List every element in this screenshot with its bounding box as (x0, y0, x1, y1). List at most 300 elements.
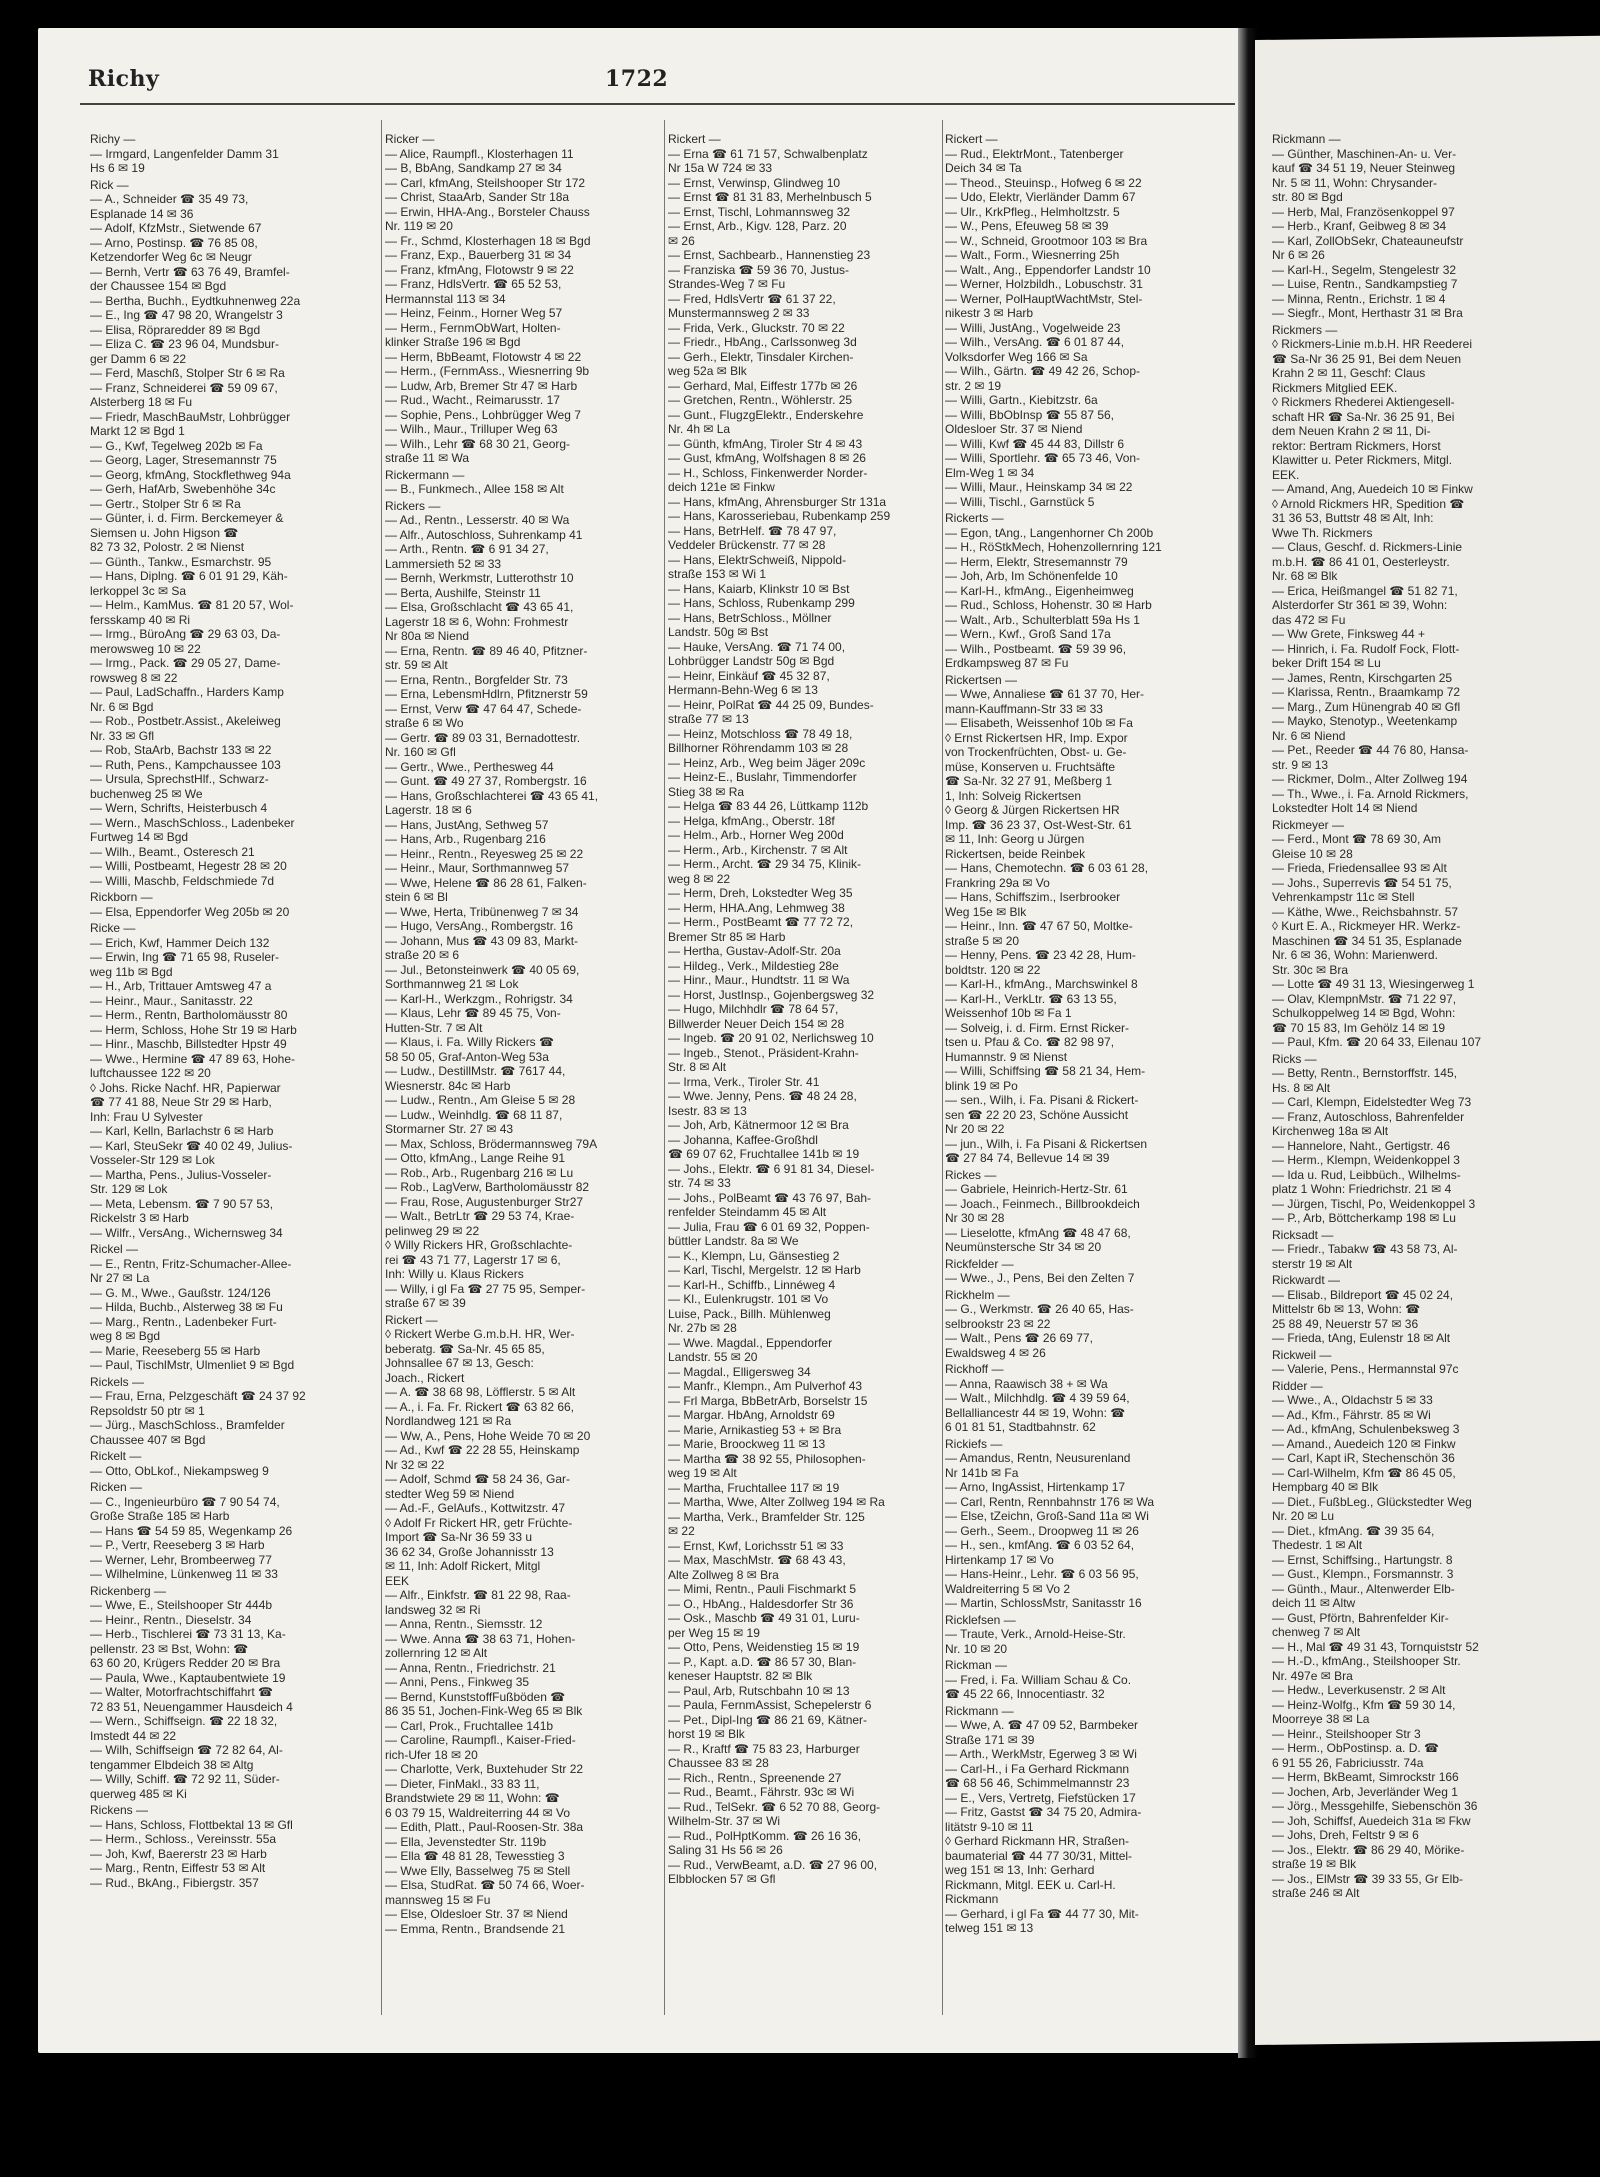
directory-entry: — Ernst, Tischl, Lohmannsweg 32 (668, 204, 851, 219)
directory-entry: ◊ Rickmers-Linie m.b.H. HR Reederei (1272, 337, 1472, 351)
directory-entry: — Walt., Arb., Schulterblatt 59a Hs 1 (945, 612, 1140, 627)
surname-heading: Rickert — (385, 1312, 438, 1327)
directory-entry: — Paula, FernmAssist, Schepelerstr 6 (668, 1698, 872, 1712)
directory-entry: — Johs, Dreh, Feltstr 9 ✉ 6 (1272, 1828, 1419, 1842)
directory-entry: — Herm., Rentn, Bartholomäusstr 80 (90, 1008, 288, 1022)
directory-entry: — Hans, Großschlachterei ☎ 43 65 41, (385, 788, 599, 803)
surname-heading: Rickert — (945, 132, 998, 146)
directory-entry: — H., Mal ☎ 49 31 43, Tornquiststr 52 (1272, 1639, 1479, 1654)
directory-entry: — Rich., Rentn., Spreenende 27 (668, 1770, 842, 1785)
directory-entry: ✉ 11, Inh: Adolf Rickert, Mitgl (385, 1559, 541, 1573)
directory-entry: — Frau, Rose, Augustenburger Str27 (385, 1194, 584, 1209)
directory-entry: — A. ☎ 38 68 98, Löfflerstr. 5 ✉ Alt (385, 1385, 576, 1399)
directory-entry: — Walt., Ang., Eppendorfer Landstr 10 (945, 262, 1151, 277)
surname-heading: Richy — (90, 132, 136, 146)
directory-entry: — Jos., Elektr. ☎ 86 29 40, Mörike- (1272, 1842, 1465, 1857)
directory-entry: — Arth., Rentn. ☎ 6 91 34 27, (385, 542, 549, 556)
directory-entry: Hs. 8 ✉ Alt (1272, 1080, 1331, 1095)
directory-entry: — Emma, Rentn., Brandsende 21 (385, 1921, 566, 1936)
directory-entry: — Arno, IngAssist, Hirtenkamp 17 (945, 1480, 1126, 1494)
directory-entry: fersskamp 40 ✉ Ri (90, 612, 191, 627)
surname-heading: Rickers — (385, 498, 441, 513)
directory-entry: Esplanade 14 ✉ 36 (90, 206, 194, 221)
directory-entry: — G., Kwf, Tegelweg 202b ✉ Fa (90, 438, 263, 453)
directory-entry: — Ingeb., Stenot., Präsident-Krahn- (668, 1045, 859, 1060)
directory-entry: Nr. 68 ✉ Blk (1272, 569, 1338, 583)
directory-entry: — Karl-H., VerkLtr. ☎ 63 13 55, (945, 991, 1117, 1006)
directory-entry: — Helm., KamMus. ☎ 81 20 57, Wol- (90, 598, 294, 612)
directory-entry: baumaterial ☎ 44 77 30/31, Mittel- (945, 1848, 1133, 1863)
directory-entry: — Hauke, VersAng. ☎ 71 74 00, (668, 639, 846, 654)
directory-entry: — Wwe. Magdal., Eppendorfer (668, 1335, 833, 1350)
directory-entry: — Hans, BetrSchloss., Möllner (668, 610, 832, 625)
directory-entry: 25 88 49, Neuerstr 57 ✉ 36 (1272, 1316, 1419, 1331)
directory-entry: EEK. (1272, 467, 1300, 482)
directory-entry: — Hans, Arb., Rugenbarg 216 (385, 832, 546, 846)
directory-entry: — Friedr., Tabakw ☎ 43 58 73, Al- (1272, 1242, 1458, 1256)
directory-entry: — Wwe, Herta, Tribünenweg 7 ✉ 34 (385, 904, 579, 919)
directory-entry: — Karl, Tischl, Mergelstr. 12 ✉ Harb (668, 1263, 861, 1277)
directory-entry: — Herm, Schloss, Hohe Str 19 ✉ Harb (90, 1022, 297, 1037)
directory-entry: Gleise 10 ✉ 28 (1272, 846, 1353, 861)
directory-entry: ☎ Sa-Nr. 32 27 91, Meßberg 1 (945, 774, 1113, 788)
directory-entry: — Wern, Schrifts, Heisterbusch 4 (90, 801, 268, 815)
surname-heading: Ricke — (90, 921, 136, 935)
directory-entry: Nr. 6 ✉ 36, Wohn: Marienwerd. (1272, 948, 1438, 962)
directory-entry: — Jochen, Arb, Jeverländer Weg 1 (1272, 1784, 1458, 1799)
directory-entry: Chaussee 407 ✉ Bgd (90, 1432, 206, 1447)
surname-heading: Rickman — (945, 1658, 1008, 1672)
directory-entry: Nr. 160 ✉ Gfl (385, 745, 456, 759)
directory-entry: Waldreiterring 5 ✉ Vo 2 (945, 1581, 1070, 1596)
directory-entry: stein 6 ✉ Bl (385, 890, 448, 904)
directory-entry: Frankring 29a ✉ Vo (945, 875, 1050, 890)
directory-entry: — Gabriele, Heinrich-Hertz-Str. 61 (945, 1182, 1128, 1196)
directory-entry: Strandes-Weg 7 ✉ Fu (668, 277, 786, 291)
directory-entry: weg 8 ✉ Bgd (90, 1329, 161, 1343)
directory-entry: — Carl-Wilhelm, Kfm ☎ 86 45 05, (1272, 1465, 1456, 1480)
directory-entry: — Joh, Kwf, Baererstr 23 ✉ Harb (90, 1846, 267, 1861)
directory-entry: — Udo, Elektr, Vierländer Damm 67 (945, 190, 1136, 204)
directory-entry: — Anni, Pens., Finkweg 35 (385, 1675, 530, 1689)
directory-entry: — Herb, Mal, Französenkoppel 97 (1272, 204, 1455, 219)
directory-entry: — Ww, A., Pens, Hohe Weide 70 ✉ 20 (385, 1428, 591, 1443)
directory-entry: — Elsa, Eppendorfer Weg 205b ✉ 20 (90, 904, 290, 919)
directory-entry: — Edith, Platt., Paul-Roosen-Str. 38a (385, 1820, 584, 1834)
directory-entry: — Hinrich, i. Fa. Rudolf Fock, Flott- (1272, 641, 1460, 656)
directory-entry: von Trockenfrüchten, Obst- u. Ge- (945, 745, 1127, 759)
directory-entry: — Ludw., Rentn., Am Gleise 5 ✉ 28 (385, 1093, 576, 1107)
directory-entry: — Ernst, Kwf, Lorichsstr 51 ✉ 33 (668, 1538, 844, 1553)
directory-entry: — Bernh, Vertr ☎ 63 76 49, Bramfel- (90, 264, 290, 279)
directory-column-5 (1272, 130, 1592, 2020)
directory-entry: beker Drift 154 ✉ Lu (1272, 656, 1381, 670)
directory-entry: Alsterberg 18 ✉ Fu (90, 395, 193, 409)
directory-entry: weg 52a ✉ Blk (668, 364, 747, 378)
directory-entry: — Erwin, HHA-Ang., Borsteler Chauss (385, 204, 590, 219)
directory-entry: Siemsen u. John Higson ☎ (90, 525, 239, 540)
directory-entry: Hirtenkamp 17 ✉ Vo (945, 1552, 1054, 1567)
directory-entry: — Ulr., KrkPfleg., Helmholtzstr. 5 (945, 204, 1120, 219)
directory-entry: — P., Kapt. a.D. ☎ 86 57 30, Blan- (668, 1654, 857, 1669)
directory-entry: — Günth., Tankw., Esmarchstr. 95 (90, 554, 272, 569)
surname-heading: Rickermann — (385, 467, 465, 482)
directory-entry: ✉ 11, Inh: Georg u Jürgen (945, 832, 1085, 846)
directory-entry: mannsweg 15 ✉ Fu (385, 1892, 491, 1907)
directory-entry: — Berta, Aushilfe, Steinstr 11 (385, 585, 541, 600)
directory-entry: — Herm., Arb., Kirchenstr. 7 ✉ Alt (668, 842, 848, 857)
directory-entry: — Eliza C. ☎ 23 96 04, Mundsbur- (90, 337, 280, 351)
directory-entry: — Ad.-F., GelAufs., Kottwitzstr. 47 (385, 1501, 566, 1515)
directory-entry: straße 77 ✉ 13 (668, 712, 749, 726)
directory-entry: Str. 129 ✉ Lok (90, 1182, 168, 1196)
directory-entry: boldtstr. 120 ✉ 22 (945, 962, 1041, 977)
directory-entry: — Alice, Raumpfl., Klosterhagen 11 (385, 146, 574, 161)
directory-entry: — Günth., Maur., Altenwerder Elb- (1272, 1581, 1455, 1596)
directory-entry: — Carl-H., i Fa Gerhard Rickmann (945, 1761, 1130, 1776)
directory-entry: Wiesnerstr. 84c ✉ Harb (385, 1078, 511, 1093)
directory-entry: — Wwe. Anna ☎ 38 63 71, Hohen- (385, 1631, 576, 1646)
directory-entry: — Willi, JustAng., Vogelweide 23 (945, 320, 1121, 335)
directory-entry: Große Straße 185 ✉ Harb (90, 1509, 230, 1523)
directory-entry: — Luise, Rentn., Sandkampstieg 7 (1272, 277, 1458, 291)
directory-entry: — Helga, kfmAng., Oberstr. 18f (668, 813, 835, 828)
directory-entry: Hutten-Str. 7 ✉ Alt (385, 1020, 483, 1035)
directory-entry: — Fred, i. Fa. William Schau & Co. (945, 1672, 1132, 1687)
directory-entry: Johnsallee 67 ✉ 13, Gesch: (385, 1356, 534, 1370)
directory-entry: — Erna, Rentn., Borgfelder Str. 73 (385, 672, 568, 687)
directory-entry: ☎ 45 22 66, Innocentiastr. 32 (945, 1687, 1105, 1701)
directory-entry: ◊ Rickert Werbe G.m.b.H. HR, Wer- (385, 1327, 575, 1341)
directory-entry: — Anna, Raawisch 38 + ✉ Wa (945, 1376, 1108, 1391)
directory-entry: Imstedt 44 ✉ 22 (90, 1728, 177, 1743)
directory-entry: — E., Vers, Vertretg, Fiefstücken 17 (945, 1790, 1136, 1805)
directory-entry: — Arth., WerkMstr, Egerweg 3 ✉ Wi (945, 1747, 1137, 1761)
directory-entry: Lagerstr 18 ✉ 6, Wohn: Frohmestr (385, 614, 569, 629)
directory-entry: — Wilh., VersAng. ☎ 6 01 87 44, (945, 335, 1125, 349)
directory-entry: — Pet., Reeder ☎ 44 76 80, Hansa- (1272, 743, 1469, 757)
directory-entry: — Johanna, Kaffee-Großhdl (668, 1132, 818, 1147)
surname-heading: Rickenberg — (90, 1583, 167, 1598)
directory-entry: — Elisabeth, Weissenhof 10b ✉ Fa (945, 716, 1133, 730)
directory-entry: str. 9 ✉ 13 (1272, 757, 1329, 772)
directory-entry: nikestr 3 ✉ Harb (945, 306, 1034, 320)
directory-entry: — Karl-H., kfmAng., Eigenheimweg (945, 583, 1134, 598)
directory-entry: str. 2 ✉ 19 (945, 378, 1002, 393)
page-number: 1722 (605, 66, 669, 92)
directory-entry: — B, BbAng, Sandkamp 27 ✉ 34 (385, 161, 562, 175)
directory-entry: — Ernst, Verwinsp, Glindweg 10 (668, 175, 841, 190)
directory-entry: — Christ, StaaArb, Sander Str 18a (385, 190, 570, 204)
directory-entry: tengammer Elbdeich 38 ✉ Altg (90, 1757, 254, 1772)
directory-entry: — Paula, Wwe., Kaptaubentwiete 19 (90, 1670, 286, 1685)
directory-entry: — Karl-H., kfmAng., Marchswinkel 8 (945, 977, 1138, 991)
directory-entry: — Heinr., Inn. ☎ 47 67 50, Moltke- (945, 919, 1133, 933)
directory-entry: Nr. 5 ✉ 11, Wohn: Chrysander- (1272, 175, 1438, 190)
directory-entry: blink 19 ✉ Po (945, 1078, 1018, 1093)
directory-entry: — Meta, Lebensm. ☎ 7 90 57 53, (90, 1196, 274, 1211)
directory-entry: Nr. 497e ✉ Bra (1272, 1668, 1353, 1683)
surname-heading: Ricker — (385, 132, 435, 146)
surname-heading: Ricks — (1272, 1051, 1317, 1066)
directory-entry: — B., Funkmech., Allee 158 ✉ Alt (385, 482, 564, 496)
directory-entry: Vehrenkampstr 11c ✉ Stell (1272, 890, 1415, 904)
directory-entry: — Gerh, HafArb, Swebenhöhe 34c (90, 482, 276, 496)
directory-entry: — Ludw., DestillMstr. ☎ 7617 44, (385, 1064, 566, 1078)
directory-entry: — Werner, PolHauptWachtMstr, Stel- (945, 291, 1143, 306)
directory-entry: — Johs., PolBeamt ☎ 43 76 97, Bah- (668, 1190, 872, 1205)
directory-entry: Oldesloer Str. 37 ✉ Niend (945, 422, 1083, 436)
directory-entry: — Charlotte, Verk, Buxtehuder Str 22 (385, 1762, 584, 1776)
directory-entry: — Heinr., Rentn., Dieselstr. 34 (90, 1612, 252, 1627)
directory-entry: — Rickmer, Dolm., Alter Zollweg 194 (1272, 772, 1468, 786)
directory-entry: Bellalliancestr 44 ✉ 19, Wohn: ☎ (945, 1405, 1126, 1420)
directory-entry: Str. 30c ✉ Bra (1272, 962, 1349, 977)
directory-entry: — Rud., BkAng., Fibiergstr. 357 (90, 1875, 259, 1890)
directory-entry: — Karl, Kelln, Barlachstr 6 ✉ Harb (90, 1124, 274, 1138)
directory-entry: Str. 8 ✉ Alt (668, 1060, 727, 1074)
directory-entry: — Solveig, i. d. Firm. Ernst Ricker- (945, 1020, 1130, 1035)
directory-entry: — Joh, Schiffsf, Auedeich 31a ✉ Fkw (1272, 1813, 1471, 1828)
directory-entry: — Gust., Klempn., Forsmannstr. 3 (1272, 1567, 1454, 1581)
directory-column-4 (945, 130, 1235, 2020)
surname-heading: Rickmann — (945, 1703, 1014, 1718)
directory-entry: — Johann, Mus ☎ 43 09 83, Markt- (385, 933, 579, 948)
directory-entry: — W., Schneid, Grootmoor 103 ✉ Bra (945, 233, 1148, 248)
directory-entry: — Gerh., Seem., Droopweg 11 ✉ 26 (945, 1523, 1139, 1538)
directory-entry: ◊ Gerhard Rickmann HR, Straßen- (945, 1834, 1129, 1848)
directory-entry: Import ☎ Sa-Nr 36 59 33 u (385, 1530, 533, 1544)
directory-entry: — A., i. Fa. Fr. Rickert ☎ 63 82 66, (385, 1399, 575, 1414)
directory-entry: — H., sen., kmfAng. ☎ 6 03 52 64, (945, 1538, 1135, 1552)
directory-entry: der Chaussee 154 ✉ Bgd (90, 279, 227, 293)
directory-entry: — Arno, Postinsp. ☎ 76 85 08, (90, 235, 258, 250)
directory-entry: — R., Kraftf ☎ 75 83 23, Harburger (668, 1741, 860, 1756)
directory-entry: — Ernst, Schiffsing., Hartungstr. 8 (1272, 1552, 1453, 1567)
directory-entry: — Lotte ☎ 49 31 13, Wiesingerweg 1 (1272, 977, 1475, 991)
directory-entry: — Hertha, Gustav-Adolf-Str. 20a (668, 944, 841, 958)
directory-entry: — Mimi, Rentn., Pauli Fischmarkt 5 (668, 1582, 857, 1596)
directory-entry: — Elisa, Röpraredder 89 ✉ Bgd (90, 322, 261, 337)
directory-entry: — Gerhard, Mal, Eiffestr 177b ✉ 26 (668, 378, 858, 393)
directory-entry: — H., RöStkMech, Hohenzollernring 121 (945, 540, 1162, 554)
directory-entry: Rickertsen, beide Reinbek (945, 846, 1086, 861)
directory-entry: — Franz, Autoschloss, Bahrenfelder (1272, 1109, 1465, 1124)
directory-entry: — Willi, Kwf ☎ 45 44 83, Dillstr 6 (945, 436, 1124, 451)
directory-entry: — Hans-Heinr., Lehr. ☎ 6 03 56 95, (945, 1567, 1139, 1581)
directory-entry: Thedestr. 1 ✉ Alt (1272, 1538, 1363, 1552)
directory-entry: sterstr 19 ✉ Alt (1272, 1256, 1353, 1271)
directory-entry: klinker Straße 196 ✉ Bgd (385, 335, 521, 349)
directory-entry: — Martha ☎ 38 92 55, Philosophen- (668, 1451, 866, 1466)
directory-entry: — Franz, HdlsVertr. ☎ 65 52 53, (385, 277, 562, 291)
directory-entry: Veddeler Brückenstr. 77 ✉ 28 (668, 538, 826, 552)
directory-entry: — Jos., ElMstr ☎ 39 33 55, Gr Elb- (1272, 1871, 1464, 1886)
directory-entry: — G. M., Wwe., Gaußstr. 124/126 (90, 1285, 271, 1300)
directory-entry: — Hans, JustAng, Sethweg 57 (385, 817, 549, 832)
directory-entry: 36 62 34, Große Johannisstr 13 (385, 1544, 554, 1559)
directory-entry: — Karl-H., Segelm, Stengelestr 32 (1272, 262, 1457, 277)
directory-entry: mann-Kauffmann-Str 33 ✉ 33 (945, 701, 1103, 716)
directory-entry: — Ad., Kfm., Fährstr. 85 ✉ Wi (1272, 1407, 1431, 1422)
directory-entry: — Hedw., Leverkusenstr. 2 ✉ Alt (1272, 1683, 1446, 1697)
directory-entry: horst 19 ✉ Blk (668, 1727, 745, 1741)
directory-entry: — Ida u. Rud, Leibbüch., Wilhelms- (1272, 1167, 1461, 1182)
directory-entry: — Herm, Dreh, Lokstedter Weg 35 (668, 886, 853, 900)
directory-entry: — Herm., FernmObWart, Holten- (385, 320, 561, 335)
directory-entry: Joach., Rickert (385, 1370, 465, 1385)
directory-entry: — Hugo, Milchhdlr ☎ 78 64 57, (668, 1002, 839, 1016)
directory-entry: büttler Landstr. 8a ✉ We (668, 1234, 799, 1248)
directory-entry: luftchaussee 122 ✉ 20 (90, 1066, 211, 1080)
directory-entry: — Heinr., Maur., Sanitasstr. 22 (90, 993, 253, 1008)
directory-entry: 86 35 51, Jochen-Fink-Weg 65 ✉ Blk (385, 1704, 583, 1718)
directory-entry: straße 20 ✉ 6 (385, 948, 460, 962)
directory-entry: — Rud., Schloss, Hohenstr. 30 ✉ Harb (945, 598, 1152, 612)
directory-entry: Ketzendorfer Weg 6c ✉ Neugr (90, 250, 252, 264)
directory-entry: ◊ Willy Rickers HR, Großschlachte- (385, 1238, 573, 1252)
directory-entry: dem Neuen Krahn 2 ✉ 11, Di- (1272, 424, 1431, 438)
directory-entry: Billwerder Neuer Deich 154 ✉ 28 (668, 1016, 845, 1031)
directory-entry: — Manfr., Klempn., Am Pulverhof 43 (668, 1379, 863, 1393)
directory-entry: — W., Pens, Efeuweg 58 ✉ 39 (945, 219, 1109, 233)
directory-entry: Nr 80a ✉ Niend (385, 629, 470, 643)
directory-entry: — Jul., Betonsteinwerk ☎ 40 05 69, (385, 962, 580, 977)
directory-entry: — Siegfr., Mont, Herthastr 31 ✉ Bra (1272, 306, 1463, 320)
directory-entry: pelinweg 29 ✉ 22 (385, 1223, 480, 1238)
directory-entry: rich-Ufer 18 ✉ 20 (385, 1747, 478, 1762)
directory-entry: — Rud., PolHptKomm. ☎ 26 16 36, (668, 1828, 862, 1843)
directory-entry: stedter Weg 59 ✉ Niend (385, 1486, 515, 1501)
directory-entry: — Klaus, Lehr ☎ 89 45 75, Von- (385, 1006, 561, 1020)
directory-entry: Nr. 6 ✉ Niend (1272, 728, 1346, 743)
directory-entry: rowsweg 8 ✉ 22 (90, 670, 178, 685)
directory-entry: — Margar. HbAng, Arnoldstr 69 (668, 1408, 835, 1422)
directory-entry: Nr 141b ✉ Fa (945, 1465, 1019, 1480)
directory-entry: — Bernh, Werkmstr, Lutterothstr 10 (385, 571, 574, 585)
directory-entry: str. 80 ✉ Bgd (1272, 190, 1343, 204)
directory-entry: Nr. 4h ✉ La (668, 422, 731, 436)
directory-entry: straße 5 ✉ 20 (945, 933, 1020, 948)
directory-entry: — Ursula, SprechstHlf., Schwarz- (90, 772, 269, 786)
directory-entry: m.b.H. ☎ 86 41 01, Oesterleystr. (1272, 554, 1450, 569)
directory-entry: Moorreye 38 ✉ La (1272, 1712, 1370, 1726)
directory-entry: weg 8 ✉ 22 (668, 871, 731, 886)
directory-entry: 82 73 32, Polostr. 2 ✉ Nienst (90, 540, 245, 554)
directory-entry: — Rud., VerwBeamt, a.D. ☎ 27 96 00, (668, 1857, 878, 1872)
directory-entry: Straße 171 ✉ 39 (945, 1732, 1035, 1747)
directory-entry: 6 91 55 26, Fabriciusstr. 74a (1272, 1755, 1424, 1770)
directory-entry: Stormarner Str. 27 ✉ 43 (385, 1122, 514, 1136)
directory-entry: — Wilh., Postbeamt. ☎ 59 39 96, (945, 641, 1127, 656)
column-rule (942, 120, 943, 2015)
directory-entry: straße 67 ✉ 39 (385, 1296, 466, 1310)
directory-entry: Klawitter u. Peter Rickmers, Mitgl. (1272, 453, 1453, 467)
directory-entry: — Jörg., Messgehilfe, Siebenschön 36 (1272, 1799, 1478, 1813)
surname-heading: Rickmeyer — (1272, 817, 1345, 832)
directory-entry: platz 1 Wohn: Friedrichstr. 21 ✉ 4 (1272, 1182, 1452, 1196)
directory-entry: — jun., Wilh, i. Fa Pisani & Rickertsen (945, 1136, 1148, 1151)
surname-heading: Rickborn — (90, 890, 153, 904)
directory-entry: Hempbarg 40 ✉ Blk (1272, 1480, 1379, 1494)
directory-entry: — Willi, Postbeamt, Hegestr 28 ✉ 20 (90, 859, 287, 873)
directory-entry: — H., Schloss, Finkenwerder Norder- (668, 465, 868, 480)
directory-entry: Inh: Frau U Sylvester (90, 1109, 203, 1124)
directory-entry: — E., Ing ☎ 47 98 20, Wrangelstr 3 (90, 308, 283, 322)
directory-column-1 (90, 130, 375, 2020)
directory-entry: — Wilh., Lehr ☎ 68 30 21, Georg- (385, 436, 571, 451)
directory-entry: — Klaus, i. Fa. Willy Rickers ☎ (385, 1035, 554, 1049)
directory-entry: — Rud., Wacht., Reimarusstr. 17 (385, 393, 560, 407)
surname-heading: Rickel — (90, 1242, 139, 1256)
directory-entry: — G., Werkmstr. ☎ 26 40 65, Has- (945, 1302, 1134, 1316)
directory-entry: — Willi, BbObInsp ☎ 55 87 56, (945, 407, 1115, 422)
directory-entry: — Wern., Kwf., Groß Sand 17a (945, 627, 1111, 641)
directory-entry: — Martha, Verk., Bramfelder Str. 125 (668, 1509, 865, 1524)
directory-entry: — Franz, Schneiderei ☎ 59 09 67, (90, 380, 278, 395)
directory-column-3 (668, 130, 940, 2020)
directory-entry: — Elisab., Bildreport ☎ 45 02 24, (1272, 1287, 1454, 1302)
directory-entry: — Johs., Superrevis ☎ 54 51 75, (1272, 875, 1452, 890)
directory-entry: landsweg 32 ✉ Ri (385, 1602, 481, 1617)
directory-entry: — Wilh., Beamt., Osteresch 21 (90, 844, 255, 859)
directory-entry: — Willi, Tischl., Garnstück 5 (945, 494, 1095, 509)
directory-entry: — Wern., Schiffseign. ☎ 22 18 32, (90, 1714, 278, 1728)
directory-entry: — Amand, Ang, Auedeich 10 ✉ Finkw (1272, 482, 1473, 496)
directory-entry: Lammersieth 52 ✉ 33 (385, 556, 502, 571)
directory-entry: Elm-Weg 1 ✉ 34 (945, 465, 1035, 480)
directory-entry: Schulkoppelweg 14 ✉ Bgd, Wohn: (1272, 1006, 1456, 1020)
directory-entry: — Marie, Arnikastieg 53 + ✉ Bra (668, 1422, 842, 1437)
directory-entry: Landstr. 50g ✉ Bst (668, 625, 769, 639)
directory-entry: Wwe Th. Rickmers (1272, 525, 1373, 540)
directory-entry: Hermannstal 113 ✉ 34 (385, 291, 506, 306)
directory-entry: 58 50 05, Graf-Anton-Weg 53a (385, 1049, 549, 1064)
directory-entry: — Amand., Auedeich 120 ✉ Finkw (1272, 1436, 1456, 1451)
directory-entry: — Fr., Schmd, Klosterhagen 18 ✉ Bgd (385, 233, 591, 248)
directory-entry: — Gertr., Wwe., Perthesweg 44 (385, 759, 554, 774)
directory-entry: — Bernd, KunststoffFußböden ☎ (385, 1689, 566, 1704)
directory-entry: — Willi, Sportlehr. ☎ 65 73 46, Von- (945, 451, 1141, 465)
directory-entry: deich 11 ✉ Altw (1272, 1596, 1356, 1610)
directory-entry: — Valerie, Pens., Hermannstal 97c (1272, 1362, 1459, 1376)
directory-entry: ger Damm 6 ✉ 22 (90, 351, 187, 366)
directory-entry: — Gust, Pförtn, Bahrenfelder Kir- (1272, 1610, 1449, 1625)
directory-entry: — Wwe., Hermine ☎ 47 89 63, Hohe- (90, 1051, 296, 1066)
directory-entry: — Wwe, Annaliese ☎ 61 37 70, Her- (945, 687, 1145, 701)
directory-entry: Nr 20 ✉ 22 (945, 1122, 1005, 1136)
directory-entry: — Else, tZeichn, Groß-Sand 11a ✉ Wi (945, 1509, 1149, 1523)
directory-entry: — Frieda, tAng, Eulenstr 18 ✉ Alt (1272, 1331, 1451, 1345)
directory-entry: — Erich, Kwf, Hammer Deich 132 (90, 935, 270, 950)
directory-entry: — Ingeb. ☎ 20 91 02, Nerlichsweg 10 (668, 1031, 874, 1045)
directory-entry: — Olav, KlempnMstr. ☎ 71 22 97, (1272, 991, 1457, 1006)
directory-entry: — Heinr, Einkäuf ☎ 45 32 87, (668, 668, 830, 683)
directory-entry: — Alfr., Einkfstr. ☎ 81 22 98, Raa- (385, 1588, 571, 1602)
directory-entry: — Anna, Rentn., Siemsstr. 12 (385, 1617, 543, 1631)
directory-entry: Mittelstr 6b ✉ 13, Wohn: ☎ (1272, 1302, 1421, 1316)
directory-entry: — Wwe Elly, Basselweg 75 ✉ Stell (385, 1863, 571, 1878)
directory-entry: — Karl-H., Werkzgm., Rohrigstr. 34 (385, 991, 573, 1006)
directory-column-2 (385, 130, 665, 2020)
directory-entry: rei ☎ 43 71 77, Lagerstr 17 ✉ 6, (385, 1252, 561, 1267)
directory-entry: — Julia, Frau ☎ 6 01 69 32, Poppen- (668, 1219, 870, 1234)
directory-entry: — Adolf, KfzMstr., Sietwende 67 (90, 221, 262, 235)
directory-entry: — Hinr., Maur., Hundtstr. 11 ✉ Wa (668, 973, 850, 987)
directory-entry: Rickelstr 3 ✉ Harb (90, 1211, 189, 1225)
directory-entry: — Gertr. ☎ 89 03 31, Bernadottestr. (385, 730, 581, 745)
directory-entry: — Heinr., Rentn., Reyesweg 25 ✉ 22 (385, 846, 584, 861)
